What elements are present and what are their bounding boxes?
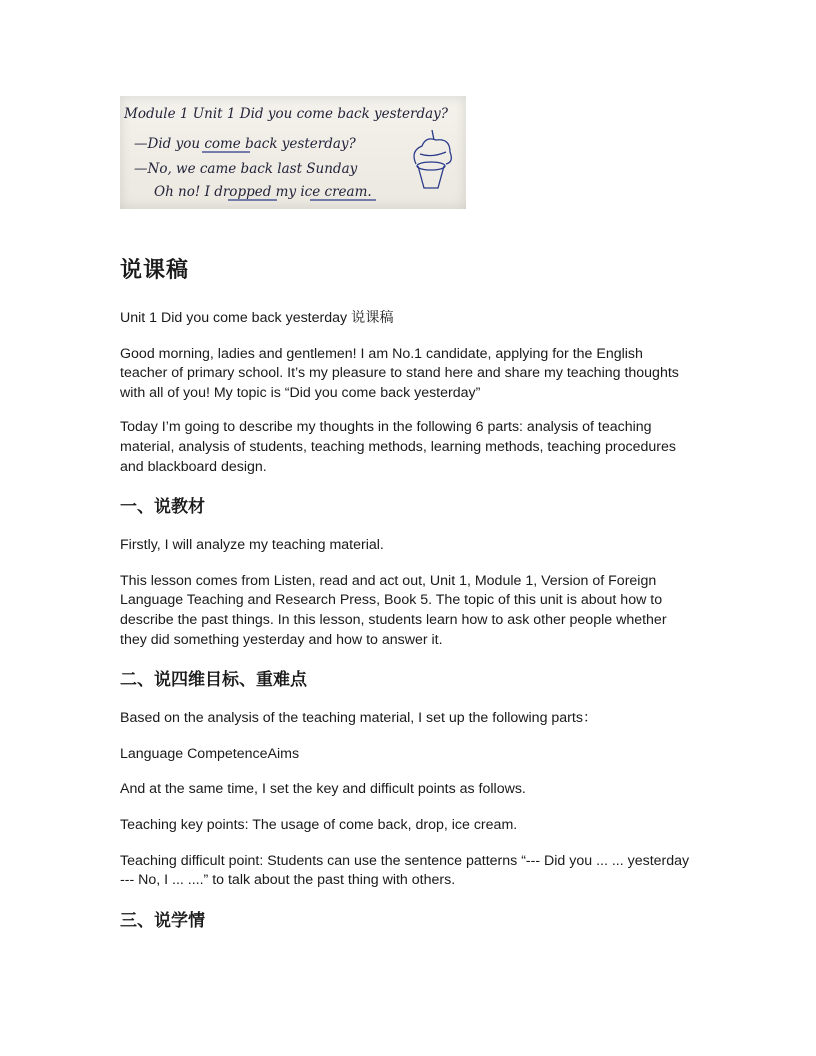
- section-3-heading: 三、说学情: [120, 910, 205, 931]
- section-2-paragraph-2: Language CompetenceAims: [120, 745, 300, 762]
- section-2-paragraph-5: Teaching difficult point: Students can use the sentence patterns “--- Did you ... ... yesterday --- No, I ... ....” to talk about the past thing with others.: [120, 852, 690, 889]
- board-line-3: —No, we came back last Sunday: [134, 161, 358, 177]
- document-page: [120, 96, 692, 932]
- board-line-1: Module 1 Unit 1 Did you come back yesterday?: [124, 106, 449, 122]
- section-1-paragraph-2: This lesson comes from Listen, read and act out, Unit 1, Module 1, Version of Foreign Language Teaching and Research Press, Book 5. The topic of this unit is about how to describe the past things. In this lesson, students learn how to ask other people whether they did something yesterday and how to answer it.: [120, 572, 667, 648]
- overview-paragraph: Today I’m going to describe my thoughts in the following 6 parts: analysis of teaching material, analysis of students, teaching methods, learning methods, teaching procedures and blackboard design.: [120, 419, 676, 475]
- section-2-paragraph-4: Teaching key points: The usage of come back, drop, ice cream.: [120, 816, 518, 833]
- board-line-2: —Did you come back yesterday?: [134, 136, 356, 152]
- intro-paragraph: Good morning, ladies and gentlemen! I am No.1 candidate, applying for the English teacher of primary school. It’s my pleasure to stand here and share my teaching thoughts with all of you! My topic is “Did you come back yesterday”: [120, 345, 679, 401]
- ice-cream-icon: [414, 130, 451, 188]
- section-1-heading: 一、说教材: [120, 497, 205, 518]
- blackboard-photo: [120, 96, 466, 209]
- board-line-4: Oh no! I dropped my ice cream.: [154, 184, 372, 200]
- section-2-paragraph-3: And at the same time, I set the key and difficult points as follows.: [120, 781, 526, 798]
- subtitle: Unit 1 Did you come back yesterday 说课稿: [120, 310, 394, 326]
- document-title: 说课稿: [120, 258, 190, 283]
- section-2-paragraph-1: Based on the analysis of the teaching material, I set up the following parts：: [120, 710, 598, 727]
- whiteboard-drawing: [120, 96, 466, 209]
- section-1-paragraph-1: Firstly, I will analyze my teaching material.: [120, 537, 384, 554]
- section-2-heading: 二、说四维目标、重难点: [120, 670, 307, 691]
